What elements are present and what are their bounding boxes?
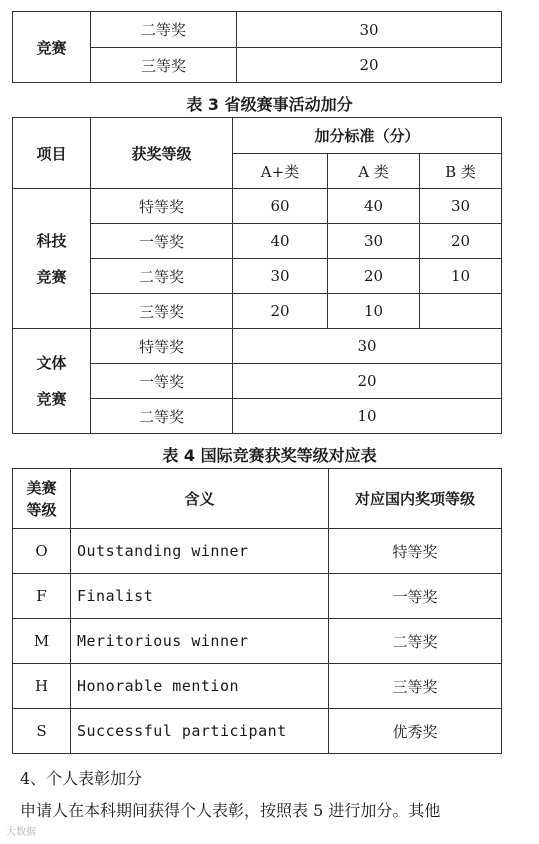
- header-b: B 类: [420, 154, 502, 189]
- level-cell: 特等奖: [91, 329, 233, 364]
- header-item: 项目: [13, 118, 91, 189]
- domestic-cell: 优秀奖: [329, 709, 502, 754]
- group-name-line: 竞赛: [36, 390, 67, 408]
- score-cell: 10: [328, 294, 420, 329]
- score-cell: 20: [237, 48, 502, 83]
- score-cell: 10: [420, 259, 502, 294]
- score-cell: 30: [420, 189, 502, 224]
- code-cell: S: [13, 709, 71, 754]
- group-name-line: 竞赛: [36, 267, 67, 286]
- code-cell: M: [13, 619, 71, 664]
- domestic-cell: 一等奖: [329, 574, 502, 619]
- section-body: 申请人在本科期间获得个人表彰，按照表 5 进行加分。其他: [20, 801, 441, 820]
- score-cell: 10: [233, 399, 502, 434]
- score-cell: 30: [237, 12, 502, 48]
- table4: [12, 468, 502, 754]
- level-cell: 二等奖: [91, 399, 233, 434]
- header-domestic: 对应国内奖项等级: [329, 469, 502, 529]
- level-cell: 三等奖: [91, 294, 233, 329]
- group-name: [13, 189, 91, 329]
- header-level: 获奖等级: [91, 118, 233, 189]
- header-line: 等级: [26, 500, 57, 519]
- header-a-plus: A+类: [233, 154, 328, 189]
- code-cell: H: [13, 664, 71, 709]
- header-a: A 类: [328, 154, 420, 189]
- meaning-cell: Outstanding winner: [71, 529, 329, 574]
- meaning-cell: Honorable mention: [71, 664, 329, 709]
- domestic-cell: 三等奖: [329, 664, 502, 709]
- score-cell: 20: [233, 294, 328, 329]
- score-cell: 30: [233, 259, 328, 294]
- score-cell: 20: [328, 259, 420, 294]
- score-cell: 20: [233, 364, 502, 399]
- score-cell: 40: [328, 189, 420, 224]
- score-cell: 60: [233, 189, 328, 224]
- score-cell: 40: [233, 224, 328, 259]
- category-cell: 竞赛: [13, 12, 91, 83]
- header-meaning: 含义: [71, 469, 329, 529]
- domestic-cell: 二等奖: [329, 619, 502, 664]
- group-name-line: 文体: [36, 354, 67, 372]
- code-cell: O: [13, 529, 71, 574]
- table3: [12, 117, 502, 434]
- score-cell: 30: [328, 224, 420, 259]
- header-line: 美赛: [26, 478, 57, 497]
- group-name: [13, 329, 91, 434]
- watermark: 大数据: [6, 827, 36, 838]
- level-cell: 一等奖: [91, 224, 233, 259]
- level-cell: 二等奖: [91, 12, 237, 48]
- level-cell: 特等奖: [91, 189, 233, 224]
- group-name-line: 科技: [36, 231, 67, 250]
- level-cell: 一等奖: [91, 364, 233, 399]
- table4-caption: 表 4 国际竞赛获奖等级对应表: [162, 446, 377, 465]
- table2-tail: [12, 11, 502, 83]
- code-cell: F: [13, 574, 71, 619]
- meaning-cell: Finalist: [71, 574, 329, 619]
- section-heading: 4、个人表彰加分: [20, 769, 143, 788]
- meaning-cell: Meritorious winner: [71, 619, 329, 664]
- header-standard: 加分标准（分）: [233, 118, 502, 154]
- domestic-cell: 特等奖: [329, 529, 502, 574]
- score-cell: [420, 294, 502, 329]
- meaning-cell: Successful participant: [71, 709, 329, 754]
- table3-caption: 表 3 省级赛事活动加分: [186, 95, 353, 114]
- score-cell: 20: [420, 224, 502, 259]
- level-cell: 三等奖: [91, 48, 237, 83]
- header-us-level: [13, 469, 71, 529]
- score-cell: 30: [233, 329, 502, 364]
- level-cell: 二等奖: [91, 259, 233, 294]
